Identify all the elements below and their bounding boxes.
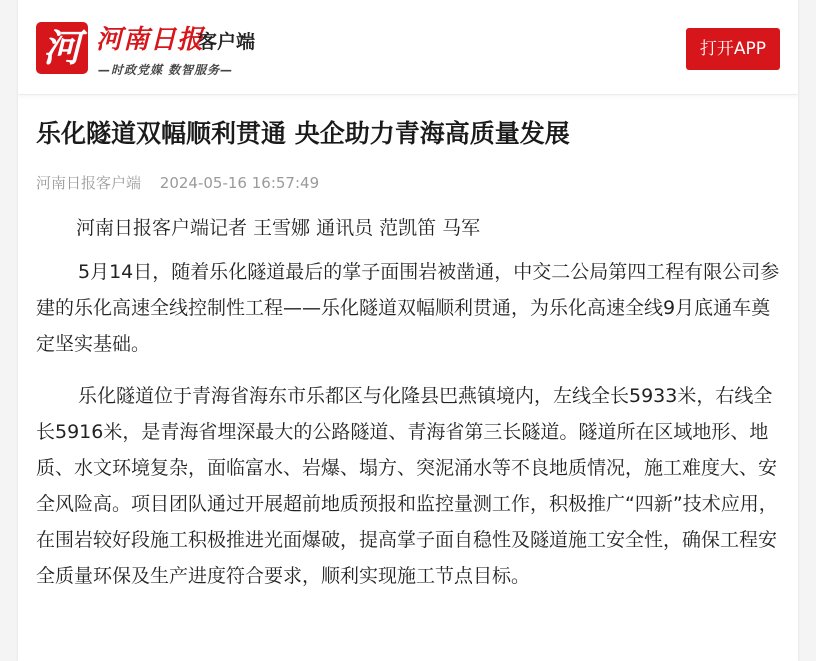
article-byline: 河南日报客户端记者 王雪娜 通讯员 范凯笛 马军 [76, 217, 481, 239]
article-paragraph: 乐化隧道位于青海省海东市乐都区与化隆县巴燕镇境内，左线全长5933米，右线全长5916米，是青海省埋深最大的公路隧道、青海省第三长隧道。隧道所在区域地形、地质、水文环境复杂，面临富水、岩爆、塌方、突泥涌水等不良地质情况，施工难度大、安全风险高。项目团队通过开展超前地质预报和监控量测工作，积极推广“四新”技术应用，在围岩较好段施工积极推进光面爆破，提高掌子面自稳性及隧道施工安全性，确保工程安全质量环保及生产进度符合要求，顺利实现施工节点目标。 [36, 385, 778, 587]
top-bar [18, 0, 798, 95]
article-timestamp: 2024-05-16 16:57:49 [159, 174, 320, 192]
article-source: 河南日报客户端 [36, 174, 142, 192]
article-meta [36, 172, 319, 193]
logo-slogan: —时政党媒 数智服务— [98, 63, 234, 77]
logo-name: 河南日报 [96, 25, 205, 55]
logo-suffix: 客户端 [198, 31, 256, 53]
article-title: 乐化隧道双幅顺利贯通 央企助力青海高质量发展 [36, 119, 570, 148]
open-app-button[interactable]: 打开APP [686, 28, 780, 70]
henan-daily-logo-icon[interactable]: 河 [36, 22, 88, 74]
article-page [18, 0, 798, 661]
article-paragraph: 5月14日，随着乐化隧道最后的掌子面围岩被凿通，中交二公局第四工程有限公司参建的乐化高速全线控制性工程——乐化隧道双幅顺利贯通，为乐化高速全线9月底通车奠定坚实基础。 [36, 261, 780, 355]
article-body [36, 210, 784, 610]
